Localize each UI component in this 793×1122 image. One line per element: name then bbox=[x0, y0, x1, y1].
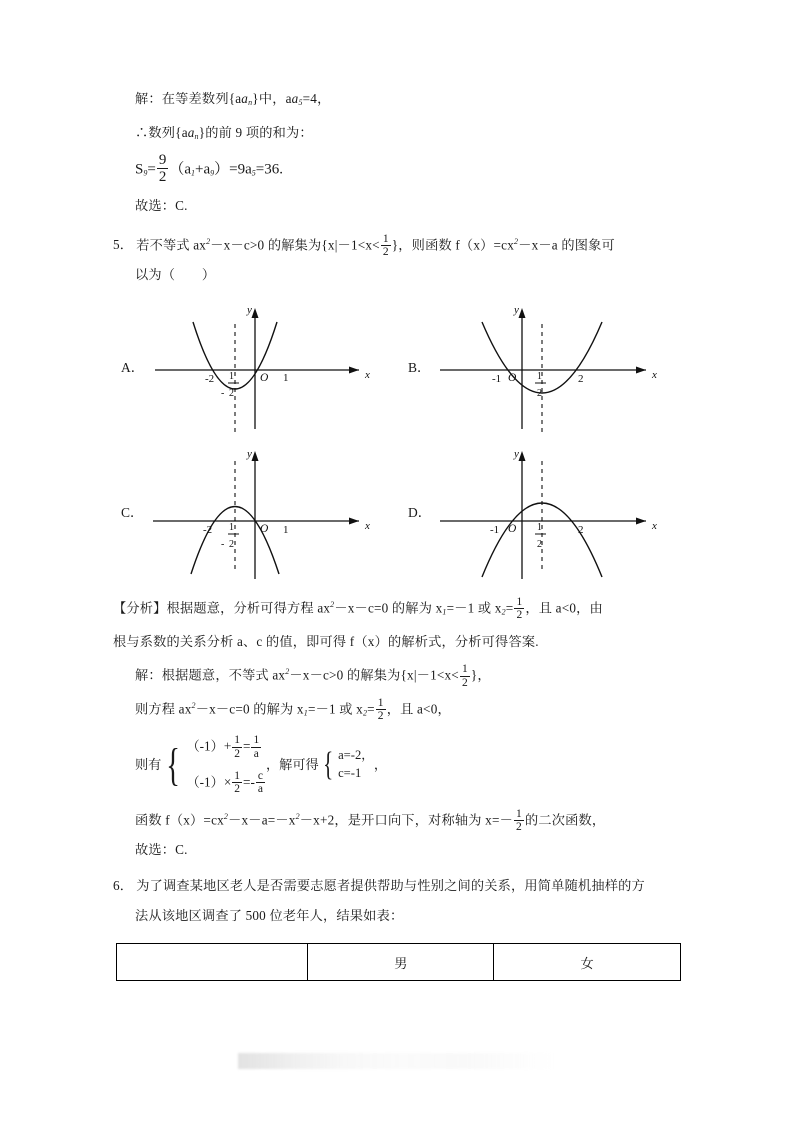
q5-sol-l1-c: }， bbox=[470, 667, 491, 683]
q5-options-row-2 bbox=[113, 441, 688, 586]
q6-stem-line-2 bbox=[113, 901, 688, 931]
svg-text:1: 1 bbox=[229, 522, 234, 534]
q5-sol-l2-d: = bbox=[367, 701, 375, 717]
q5-sol-l2-frac-num: 1 bbox=[377, 696, 384, 709]
q5-options-row-1 bbox=[113, 296, 688, 441]
sys-eq1-f2d: a bbox=[251, 747, 261, 760]
q5-analysis-line2-text: 根与系数的关系分析 a、c 的值，即可得 f（x）的解析式，分析可得答案. bbox=[113, 634, 539, 650]
svg-text:x: x bbox=[365, 520, 370, 533]
table-header-male: 男 bbox=[308, 944, 494, 981]
q5-answer bbox=[113, 835, 688, 865]
q4-sum-equation bbox=[113, 152, 688, 191]
sys-eq1-f1d: 2 bbox=[234, 747, 241, 760]
sys-eq1-frac2 bbox=[251, 734, 261, 760]
q5-solution-line-1 bbox=[113, 657, 688, 690]
q5-sol-l1-frac-den: 2 bbox=[461, 676, 468, 689]
q5-stem-exp: 2 bbox=[206, 236, 211, 246]
q5-stem-c: }，则函数 f（x）=cx bbox=[391, 237, 514, 253]
svg-text:1: 1 bbox=[283, 372, 289, 385]
q5-option-b[interactable] bbox=[400, 296, 687, 441]
sys-eq1-b: = bbox=[243, 738, 251, 754]
svg-text:y: y bbox=[514, 448, 519, 461]
q5-sol-l1-exp: 2 bbox=[285, 667, 290, 677]
svg-text:-2: -2 bbox=[205, 373, 215, 386]
sys-mid-text: ，解可得 bbox=[265, 756, 319, 772]
q4-line2-b: }的前 9 项的和为： bbox=[198, 125, 313, 140]
sys-eq1-f1n: 1 bbox=[234, 734, 241, 747]
q5-analysis-a: 根据题意，分析可得方程 ax bbox=[166, 600, 331, 616]
q5-analysis-b: －x－c=0 的解为 x bbox=[334, 600, 443, 616]
table-row bbox=[117, 944, 681, 981]
q5-sol-l3-frac-den: 2 bbox=[515, 821, 522, 834]
q5-solution-line-2 bbox=[113, 691, 688, 728]
q5-sol-l3-d: 的二次函数， bbox=[524, 812, 606, 828]
sys-eq1-a: （-1）+ bbox=[186, 738, 232, 754]
q5-sol-l2-sub1: 1 bbox=[303, 708, 308, 718]
eq-frac-num: 9 bbox=[158, 152, 167, 168]
sys-eq2-f1d: 2 bbox=[234, 783, 241, 796]
svg-text:x: x bbox=[652, 369, 657, 382]
sys-eq2-frac2 bbox=[256, 770, 265, 796]
svg-text:1: 1 bbox=[229, 371, 234, 383]
svg-text:O: O bbox=[508, 372, 517, 385]
svg-text:-2: -2 bbox=[203, 524, 213, 537]
eq-mid: （a bbox=[169, 161, 191, 178]
q5-sol-l3-c: －x+2，是开口向下，对称轴为 x=－ bbox=[299, 812, 513, 828]
q4-line1-b: }中，a bbox=[252, 91, 292, 106]
svg-text:-1: -1 bbox=[490, 524, 500, 537]
svg-text:-1: -1 bbox=[492, 373, 502, 386]
q5-sol-l3-fraction bbox=[514, 808, 524, 834]
svg-text:1: 1 bbox=[283, 524, 289, 537]
svg-text:2: 2 bbox=[537, 388, 542, 400]
q5-sol-l1-a: 解：根据题意，不等式 ax bbox=[135, 667, 286, 683]
left-brace-icon: { bbox=[166, 739, 181, 791]
svg-text:2: 2 bbox=[578, 373, 584, 386]
eq-sub1: 1 bbox=[190, 168, 195, 178]
eq-tail: =36. bbox=[255, 161, 283, 178]
q5-sol-l2-b: －x－c=0 的解为 x bbox=[195, 701, 304, 717]
q5-option-c-label: C． bbox=[121, 505, 144, 521]
q5-sol-l1-fraction bbox=[460, 663, 470, 689]
q4-solution-line-2: ∴数列$\{aa_n\}$的前 9 项的和为： bbox=[135, 125, 313, 141]
q5-analysis-e: ，且 a<0，由 bbox=[525, 600, 603, 616]
eq-frac-den: 2 bbox=[158, 169, 167, 186]
q5-analysis-exp: 2 bbox=[330, 600, 335, 610]
table-header-female: 女 bbox=[494, 944, 681, 981]
svg-text:x: x bbox=[365, 369, 370, 382]
q5-solution-line-3 bbox=[113, 802, 688, 835]
svg-text:1: 1 bbox=[537, 522, 542, 534]
q4-line1-sub: n bbox=[248, 98, 253, 107]
q6-stem-line1-text: 为了调查某地区老人是否需要志愿者提供帮助与性别之间的关系，用简单随机抽样的方 bbox=[136, 878, 645, 894]
svg-text:-: - bbox=[221, 388, 225, 400]
eq-lhs-sub: 9 bbox=[143, 168, 148, 178]
svg-text:2: 2 bbox=[229, 539, 234, 551]
sys-result-c: c=-1 bbox=[338, 766, 362, 781]
q5-sol-l1-b: －x－c>0 的解集为{x|－1<x< bbox=[289, 667, 459, 683]
q4-line1-c: =4， bbox=[302, 91, 331, 106]
q5-option-a-label: A． bbox=[121, 360, 145, 376]
q5-sol-l3-a: 函数 f（x）=cx bbox=[135, 812, 224, 828]
q5-option-d[interactable] bbox=[400, 441, 687, 586]
q5-stem-line-2 bbox=[113, 260, 688, 290]
q5-answer-text: 故选：C. bbox=[135, 842, 188, 858]
q5-analysis-line-1 bbox=[113, 590, 688, 627]
q5-analysis-fraction bbox=[514, 596, 524, 622]
left-brace-result-icon: { bbox=[322, 746, 333, 784]
q5-sol-l3-exp: 2 bbox=[223, 811, 229, 821]
svg-text:O: O bbox=[260, 523, 269, 536]
svg-text:2: 2 bbox=[578, 524, 584, 537]
q6-stem-line-1 bbox=[113, 871, 688, 901]
q5-stem-frac-den: 2 bbox=[382, 246, 389, 259]
q5-analysis-line-2 bbox=[113, 627, 688, 657]
eq-sub5: 5 bbox=[251, 168, 256, 178]
sys-eq1-frac1 bbox=[232, 734, 242, 760]
q4-answer bbox=[113, 191, 688, 221]
page-watermark bbox=[238, 1053, 553, 1069]
q5-option-b-graph bbox=[430, 296, 680, 441]
sys-equation-1 bbox=[186, 734, 266, 760]
eq-close: ）=9a bbox=[214, 161, 252, 178]
svg-text:O: O bbox=[260, 372, 269, 385]
q5-stem-frac-num: 1 bbox=[382, 232, 389, 245]
q4-line2-sub: n bbox=[194, 132, 199, 141]
q4-line2-a: ∴数列{a bbox=[135, 125, 188, 140]
q5-stem-b: －x－c>0 的解集为{x|－1<x< bbox=[210, 237, 380, 253]
eq-lhs: S bbox=[135, 161, 144, 178]
q5-options bbox=[113, 296, 688, 586]
q5-sol-l2-frac-den: 2 bbox=[377, 710, 384, 723]
table-cell-corner bbox=[117, 944, 308, 981]
sys-eq1-f2n: 1 bbox=[253, 734, 260, 747]
sys-equations bbox=[186, 734, 266, 796]
sys-eq2-frac1 bbox=[232, 770, 242, 796]
sys-result-a: a=-2， bbox=[338, 748, 374, 763]
q6-number: 6． bbox=[113, 878, 134, 894]
q5-analysis-sub1: 1 bbox=[442, 607, 447, 617]
q5-stem-fraction bbox=[381, 233, 391, 259]
svg-text:O: O bbox=[508, 523, 517, 536]
eq-sub9: 9 bbox=[210, 168, 215, 178]
q5-option-d-label: D． bbox=[408, 505, 432, 521]
q5-sol-l2-fraction bbox=[376, 697, 386, 723]
q5-sol-l1-frac-num: 1 bbox=[461, 663, 468, 676]
q5-option-d-graph bbox=[430, 441, 680, 586]
q5-number: 5． bbox=[113, 237, 134, 253]
q5-sol-l2-exp: 2 bbox=[191, 700, 196, 710]
sys-eq2-a: （-1）× bbox=[186, 774, 232, 790]
sys-tail: ， bbox=[373, 756, 388, 772]
q5-analysis-sub2: 2 bbox=[501, 607, 506, 617]
eq-fraction bbox=[157, 152, 169, 185]
sys-eq2-b: =- bbox=[243, 774, 255, 790]
q5-analysis-tag: 【分析】 bbox=[113, 600, 167, 616]
q5-stem-a: 若不等式 ax bbox=[136, 237, 207, 253]
eq-sign: = bbox=[147, 161, 156, 178]
svg-text:x: x bbox=[652, 520, 657, 533]
q6-survey-table bbox=[116, 943, 681, 981]
sys-eq2-f2n: c bbox=[257, 770, 263, 783]
sys-results bbox=[338, 749, 374, 781]
q4-line1-a: 解：在等差数列{a bbox=[135, 91, 242, 106]
svg-text:y: y bbox=[247, 448, 252, 461]
q4-solution-line-1: 解：在等差数列$\{aa_n\}$中，$aa_5=4$， bbox=[135, 91, 331, 107]
svg-text:2: 2 bbox=[537, 539, 542, 551]
q5-analysis-frac-num: 1 bbox=[516, 596, 523, 609]
q5-sol-l3-exp2: 2 bbox=[295, 811, 300, 821]
q5-option-c[interactable] bbox=[113, 441, 400, 586]
q5-sol-l3-frac-num: 1 bbox=[515, 807, 522, 820]
q5-option-a-graph bbox=[143, 296, 393, 441]
q5-sol-l2-e: ，且 a<0， bbox=[386, 701, 451, 717]
q4-line1-sub2: 5 bbox=[298, 98, 303, 107]
svg-text:1: 1 bbox=[537, 371, 542, 383]
q6-stem-line2-text: 法从该地区调查了 500 位老年人，结果如表： bbox=[135, 908, 404, 924]
q5-sol-l2-sub2: 2 bbox=[362, 708, 368, 718]
sys-eq2-f2d: a bbox=[257, 783, 263, 796]
q5-sol-l3-b: －x－a=－x bbox=[228, 812, 296, 828]
q5-stem-d: －x－a 的图象可 bbox=[518, 237, 615, 253]
page-content bbox=[113, 84, 688, 981]
sys-equation-2 bbox=[186, 770, 266, 796]
q4-answer-text: 故选：C. bbox=[135, 197, 188, 213]
q5-analysis-frac-den: 2 bbox=[516, 609, 523, 622]
q5-analysis-d: = bbox=[505, 600, 514, 616]
q5-analysis-c: =－1 或 x bbox=[446, 600, 502, 616]
q5-stem-line2-text: 以为（ ） bbox=[135, 267, 216, 283]
sys-eq2-f1n: 1 bbox=[234, 770, 241, 783]
svg-text:y: y bbox=[247, 304, 252, 317]
q5-option-b-label: B． bbox=[408, 360, 431, 376]
sys-intro: 则有 bbox=[135, 756, 162, 772]
q5-option-a[interactable] bbox=[113, 296, 400, 441]
svg-text:2: 2 bbox=[229, 388, 234, 400]
q5-system-of-equations bbox=[113, 734, 688, 796]
eq-plus: +a bbox=[194, 161, 211, 178]
svg-text:y: y bbox=[514, 304, 519, 317]
q5-sol-l2-c: =－1 或 x bbox=[307, 701, 363, 717]
svg-text:-: - bbox=[221, 539, 225, 551]
q5-stem-exp2: 2 bbox=[514, 236, 519, 246]
q5-stem-line-1 bbox=[113, 227, 688, 260]
q5-option-c-graph bbox=[143, 441, 393, 586]
q5-sol-l2-a: 则方程 ax bbox=[135, 701, 192, 717]
